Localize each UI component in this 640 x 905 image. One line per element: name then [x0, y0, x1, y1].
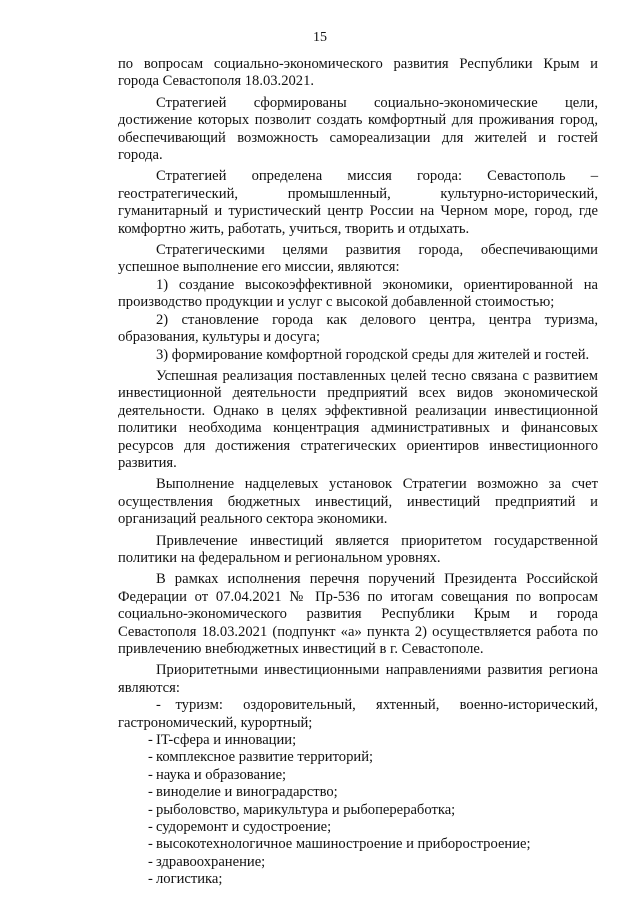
paragraph: Выполнение надцелевых установок Стратегии возможно за счет осуществления бюджетных инвестиций, инвестиций предприятий и организаций реального сектора экономики. [118, 476, 598, 528]
list-item [118, 697, 598, 732]
paragraph: Успешная реализация поставленных целей тесно связана с развитием инвестиционной деятельности предприятий всех видов экономической деятельности. Однако в целях эффективной реализации инвестиционной политики необходима концентрация административных и финансовых ресурсов для достижения стратегических ориентиров инвестиционного развития. [118, 367, 598, 471]
list-dash: - [148, 749, 153, 766]
list-item [118, 732, 598, 749]
paragraph: 1) создание высокоэффективной экономики, ориентированной на производство продукции и услуг с высокой добавленной стоимостью; [118, 276, 598, 311]
list-item-text: здравоохранение; [156, 853, 266, 870]
list-item-text: туризм: оздоровительный, яхтенный, военно-исторический, гастрономический, курортный; [118, 697, 598, 731]
list-item-text: комплексное развитие территорий; [156, 749, 374, 766]
paragraph: Стратегическими целями развития города, обеспечивающими успешное выполнение его миссии, являются: [118, 242, 598, 276]
paragraph: Привлечение инвестиций является приоритетом государственной политики на федеральном и региональном уровнях. [118, 532, 598, 566]
list-item-text: логистика; [156, 871, 223, 888]
list-item [118, 784, 598, 801]
list-item [118, 854, 598, 871]
list-item-text: высокотехнологичное машиностроение и приборостроение; [156, 836, 531, 853]
list-item [118, 819, 598, 836]
paragraph: 3) формирование комфортной городской среды для жителей и гостей. [156, 346, 590, 363]
list-dash: - [148, 836, 153, 853]
document-body [118, 56, 598, 889]
priority-directions-list [118, 697, 598, 888]
list-dash: - [148, 801, 153, 818]
list-item [118, 802, 598, 819]
list-item [118, 767, 598, 784]
list-item [118, 749, 598, 766]
paragraph: Стратегией определена миссия города: Севастополь – геостратегический, промышленный, культурно-исторический, гуманитарный и туристический центр России на Черном море, город, где комфортно жить, работать, учиться, творить и отдыхать. [118, 168, 598, 237]
list-item-text: наука и образование; [156, 766, 287, 783]
paragraph: В рамках исполнения перечня поручений Президента Российской Федерации от 07.04.2021 № Пр-536 по итогам совещания по вопросам социально-экономического развития Республики Крым и города Севастополя 18.03.2021 (подпункт «а» пункта 2) осуществляется работа по привлечению внебюджетных инвестиций в г. Севастополе. [118, 571, 598, 657]
list-item [118, 871, 598, 888]
page-number: 15 [313, 30, 327, 45]
list-dash: - [156, 697, 176, 714]
list-dash: - [148, 732, 153, 749]
paragraph: по вопросам социально-экономического развития Республики Крым и города Севастополя 18.03.2021. [118, 56, 598, 90]
paragraph: Приоритетными инвестиционными направлениями развития региона являются: [118, 662, 598, 696]
list-dash: - [148, 766, 153, 783]
list-dash: - [148, 784, 153, 801]
list-dash: - [148, 871, 153, 888]
list-dash: - [148, 853, 153, 870]
paragraph: 2) становление города как делового центра, центра туризма, образования, культуры и досуга; [118, 311, 598, 346]
list-item-text: виноделие и виноградарство; [156, 784, 338, 801]
list-item-text: рыболовство, марикультура и рыбопереработка; [156, 801, 456, 818]
paragraph: Стратегией сформированы социально-экономические цели, достижение которых позволит создать комфортный для проживания город, обеспечивающий возможность самореализации для жителей и гостей города. [118, 94, 598, 164]
list-item-text: IT-сфера и инновации; [156, 732, 297, 749]
list-dash: - [148, 819, 153, 836]
list-item-text: судоремонт и судостроение; [156, 819, 332, 836]
list-item [118, 836, 598, 853]
